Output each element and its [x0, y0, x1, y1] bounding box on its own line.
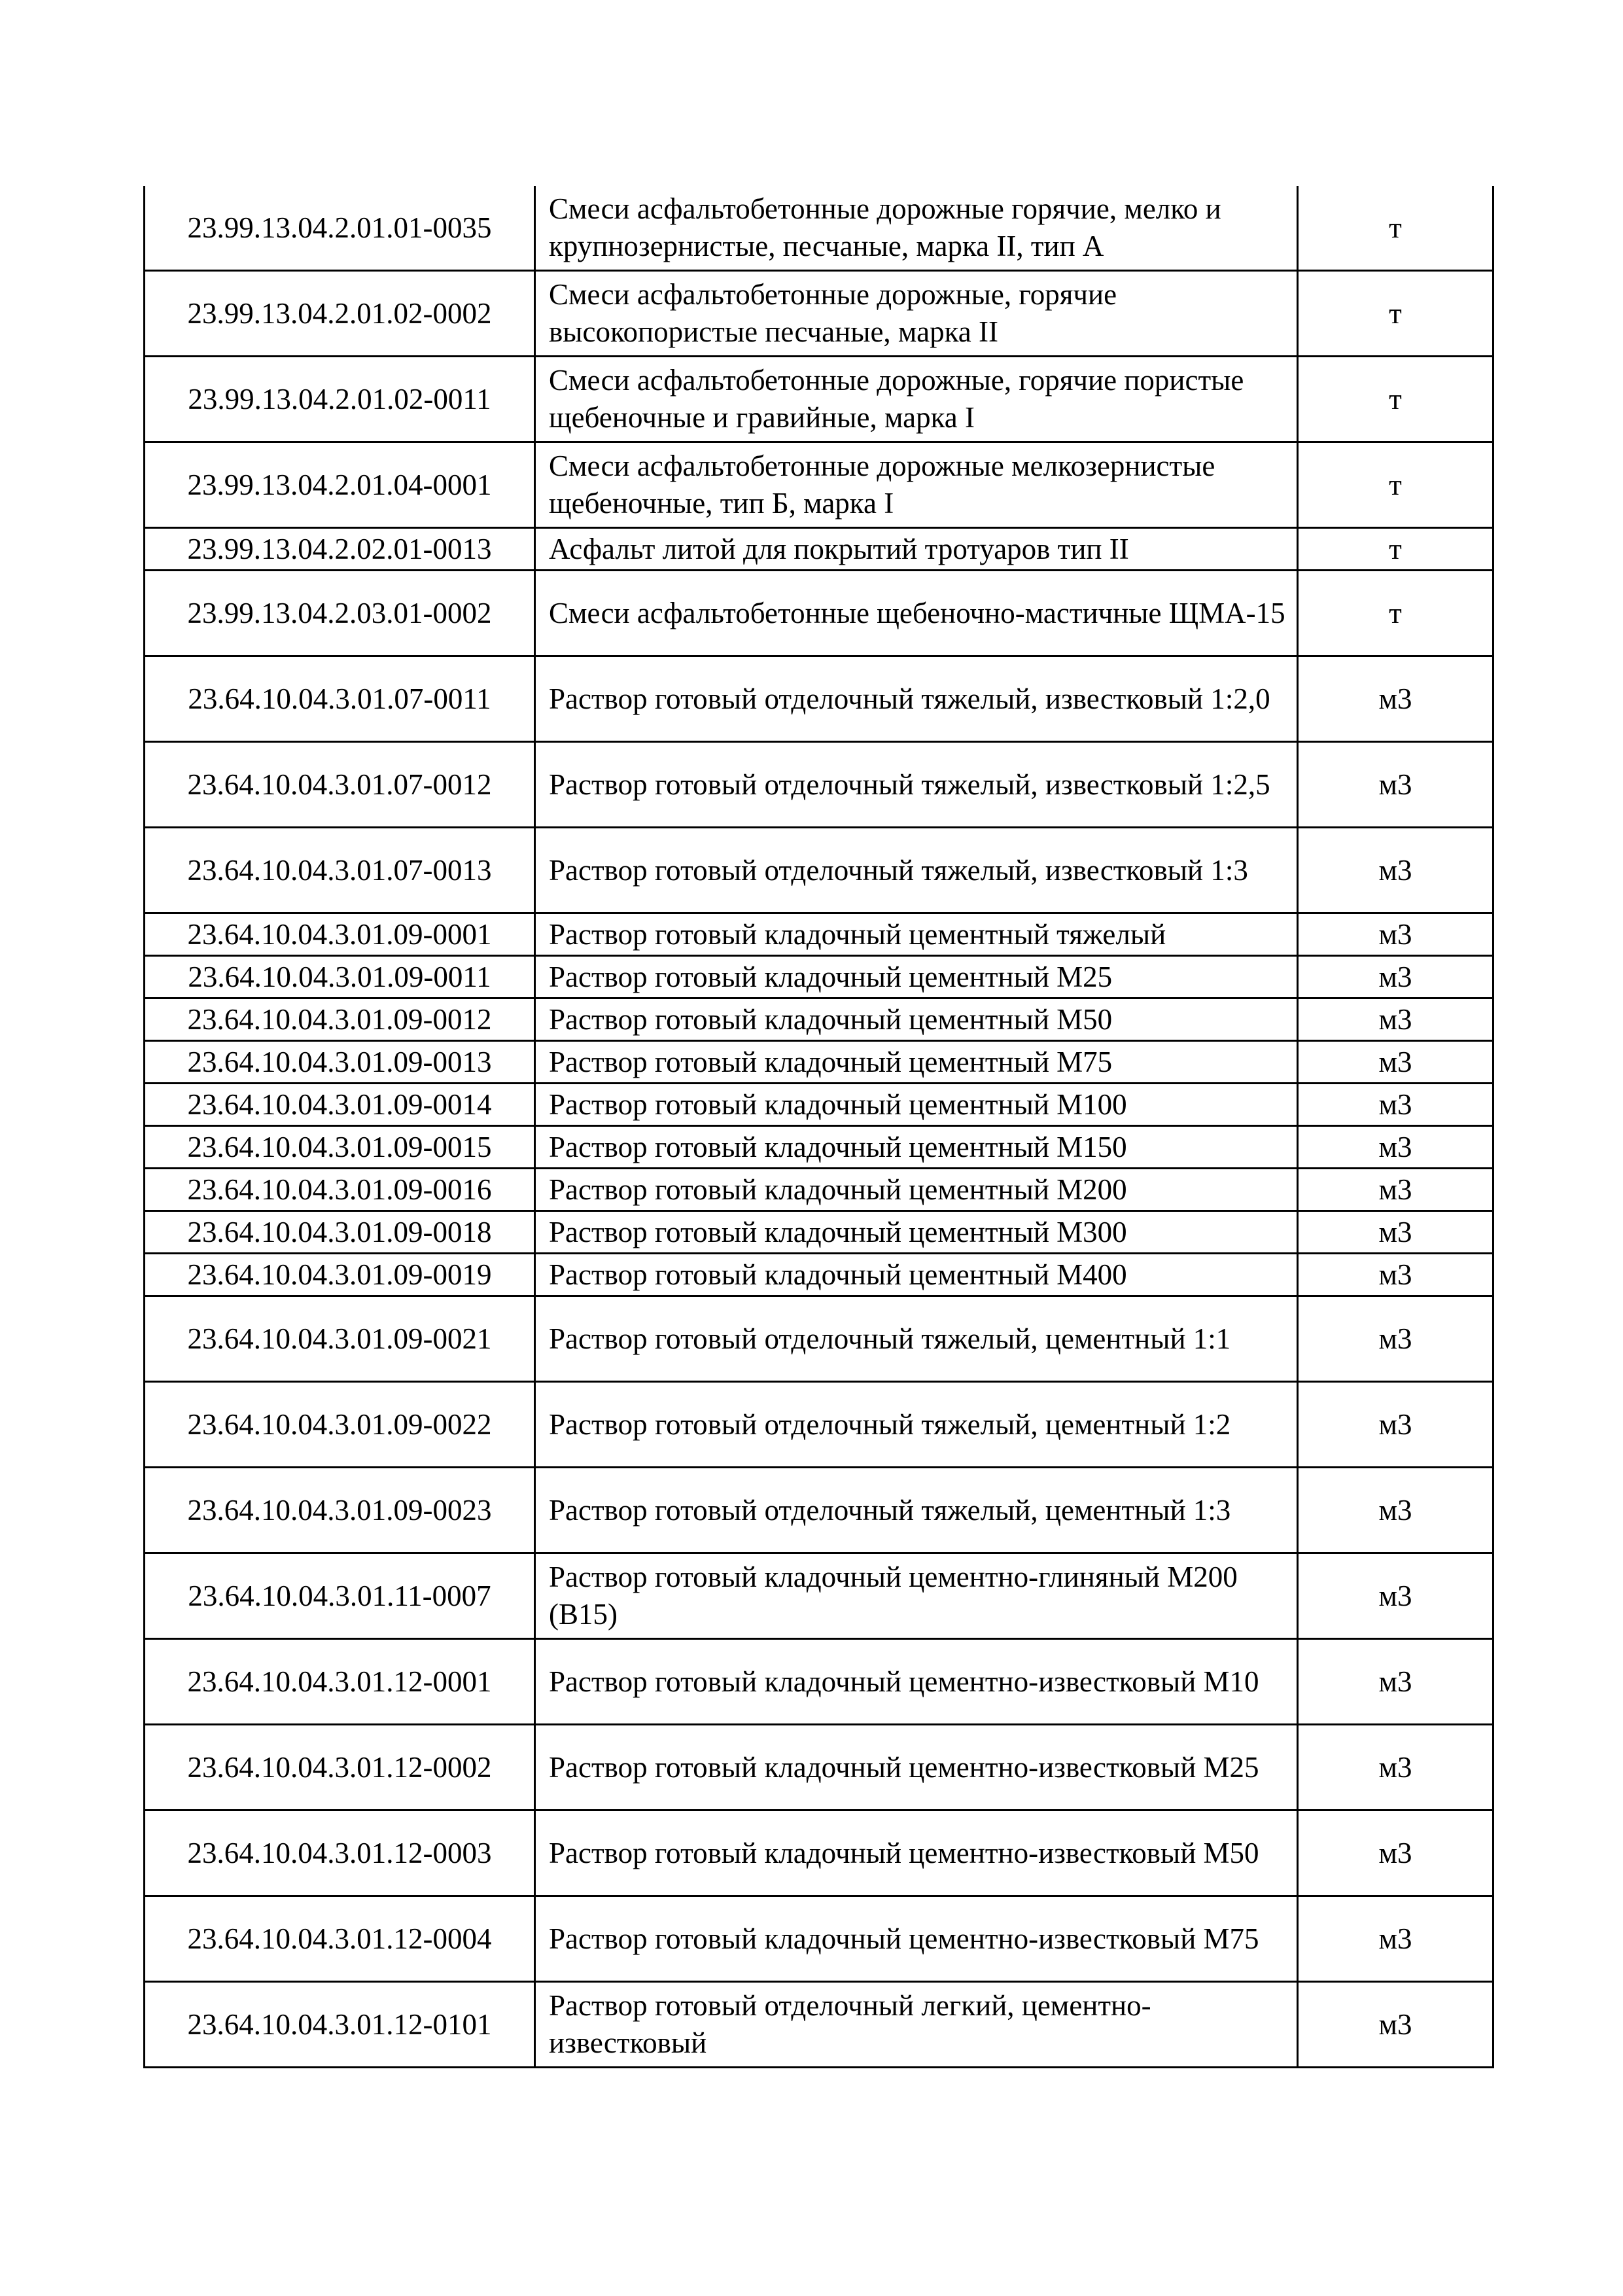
resource-code-cell: 23.99.13.04.2.01.04-0001 — [145, 442, 535, 528]
resource-name-cell: Раствор готовый кладочный цементно-известковый М25 — [535, 1725, 1298, 1810]
unit-cell: м3 — [1298, 1382, 1493, 1468]
unit-cell: м3 — [1298, 1296, 1493, 1382]
resource-code-cell: 23.99.13.04.2.02.01-0013 — [145, 528, 535, 571]
unit-cell: м3 — [1298, 1982, 1493, 2068]
unit-cell: м3 — [1298, 956, 1493, 998]
resource-code-cell: 23.64.10.04.3.01.09-0019 — [145, 1254, 535, 1296]
table-row — [145, 1639, 1493, 1725]
unit-cell: м3 — [1298, 828, 1493, 913]
table-row — [145, 1896, 1493, 1982]
materials-table — [143, 186, 1494, 2068]
resource-name-cell: Раствор готовый кладочный цементный М25 — [535, 956, 1298, 998]
table-row — [145, 442, 1493, 528]
resource-name-cell: Раствор готовый отделочный тяжелый, известковый 1:2,0 — [535, 656, 1298, 742]
resource-code-cell: 23.64.10.04.3.01.09-0015 — [145, 1126, 535, 1169]
table-row — [145, 1725, 1493, 1810]
table-row — [145, 571, 1493, 656]
resource-code-cell: 23.64.10.04.3.01.12-0002 — [145, 1725, 535, 1810]
unit-cell: м3 — [1298, 1639, 1493, 1725]
materials-table-body — [145, 186, 1493, 2068]
resource-name-cell: Раствор готовый кладочный цементный М300 — [535, 1211, 1298, 1254]
table-row — [145, 271, 1493, 357]
resource-name-cell: Раствор готовый кладочный цементно-известковый М75 — [535, 1896, 1298, 1982]
table-row — [145, 956, 1493, 998]
resource-name-cell: Раствор готовый кладочный цементно-известковый М50 — [535, 1810, 1298, 1896]
resource-code-cell: 23.99.13.04.2.01.02-0002 — [145, 271, 535, 357]
table-row — [145, 1084, 1493, 1126]
unit-cell: м3 — [1298, 656, 1493, 742]
resource-code-cell: 23.64.10.04.3.01.09-0012 — [145, 998, 535, 1041]
resource-name-cell: Раствор готовый кладочный цементный М150 — [535, 1126, 1298, 1169]
resource-name-cell: Смеси асфальтобетонные дорожные горячие, мелко и крупнозернистые, песчаные, марка II, тип А — [535, 186, 1298, 271]
resource-code-cell: 23.64.10.04.3.01.12-0004 — [145, 1896, 535, 1982]
resource-code-cell: 23.64.10.04.3.01.09-0022 — [145, 1382, 535, 1468]
resource-code-cell: 23.64.10.04.3.01.12-0001 — [145, 1639, 535, 1725]
table-row — [145, 1126, 1493, 1169]
resource-name-cell: Раствор готовый отделочный тяжелый, известковый 1:3 — [535, 828, 1298, 913]
unit-cell: м3 — [1298, 998, 1493, 1041]
table-row — [145, 742, 1493, 828]
unit-cell: м3 — [1298, 742, 1493, 828]
unit-cell: т — [1298, 186, 1493, 271]
resource-name-cell: Раствор готовый кладочный цементно-глиняный М200 (В15) — [535, 1553, 1298, 1639]
resource-name-cell: Раствор готовый отделочный тяжелый, известковый 1:2,5 — [535, 742, 1298, 828]
unit-cell: м3 — [1298, 1084, 1493, 1126]
unit-cell: м3 — [1298, 1041, 1493, 1084]
unit-cell: т — [1298, 357, 1493, 442]
resource-name-cell: Раствор готовый кладочный цементный М75 — [535, 1041, 1298, 1084]
resource-name-cell: Раствор готовый кладочный цементный М100 — [535, 1084, 1298, 1126]
unit-cell: м3 — [1298, 1468, 1493, 1553]
resource-name-cell: Раствор готовый кладочный цементный М400 — [535, 1254, 1298, 1296]
resource-code-cell: 23.64.10.04.3.01.12-0003 — [145, 1810, 535, 1896]
resource-code-cell: 23.99.13.04.2.01.01-0035 — [145, 186, 535, 271]
resource-name-cell: Смеси асфальтобетонные дорожные, горячие высокопористые песчаные, марка II — [535, 271, 1298, 357]
unit-cell: м3 — [1298, 1810, 1493, 1896]
resource-name-cell: Раствор готовый кладочный цементный М50 — [535, 998, 1298, 1041]
table-row — [145, 186, 1493, 271]
table-row — [145, 1254, 1493, 1296]
unit-cell: м3 — [1298, 1211, 1493, 1254]
resource-name-cell: Смеси асфальтобетонные дорожные, горячие пористые щебеночные и гравийные, марка I — [535, 357, 1298, 442]
table-row — [145, 1041, 1493, 1084]
resource-code-cell: 23.99.13.04.2.01.02-0011 — [145, 357, 535, 442]
resource-name-cell: Раствор готовый кладочный цементно-известковый М10 — [535, 1639, 1298, 1725]
unit-cell: т — [1298, 271, 1493, 357]
table-row — [145, 1169, 1493, 1211]
resource-code-cell: 23.64.10.04.3.01.11-0007 — [145, 1553, 535, 1639]
resource-name-cell: Раствор готовый отделочный тяжелый, цементный 1:1 — [535, 1296, 1298, 1382]
table-row — [145, 1468, 1493, 1553]
unit-cell: т — [1298, 442, 1493, 528]
table-row — [145, 913, 1493, 956]
table-row — [145, 1553, 1493, 1639]
resource-code-cell: 23.64.10.04.3.01.09-0013 — [145, 1041, 535, 1084]
resource-code-cell: 23.64.10.04.3.01.09-0014 — [145, 1084, 535, 1126]
unit-cell: т — [1298, 571, 1493, 656]
resource-name-cell: Раствор готовый отделочный легкий, цементно-известковый — [535, 1982, 1298, 2068]
resource-code-cell: 23.64.10.04.3.01.09-0018 — [145, 1211, 535, 1254]
unit-cell: м3 — [1298, 1169, 1493, 1211]
resource-code-cell: 23.64.10.04.3.01.09-0023 — [145, 1468, 535, 1553]
unit-cell: т — [1298, 528, 1493, 571]
table-row — [145, 1982, 1493, 2068]
table-row — [145, 357, 1493, 442]
unit-cell: м3 — [1298, 913, 1493, 956]
unit-cell: м3 — [1298, 1126, 1493, 1169]
resource-name-cell: Асфальт литой для покрытий тротуаров тип II — [535, 528, 1298, 571]
resource-name-cell: Раствор готовый отделочный тяжелый, цементный 1:3 — [535, 1468, 1298, 1553]
resource-code-cell: 23.64.10.04.3.01.07-0013 — [145, 828, 535, 913]
unit-cell: м3 — [1298, 1553, 1493, 1639]
table-row — [145, 1382, 1493, 1468]
resource-code-cell: 23.64.10.04.3.01.07-0011 — [145, 656, 535, 742]
table-row — [145, 1296, 1493, 1382]
resource-code-cell: 23.64.10.04.3.01.09-0001 — [145, 913, 535, 956]
resource-code-cell: 23.64.10.04.3.01.09-0021 — [145, 1296, 535, 1382]
unit-cell: м3 — [1298, 1725, 1493, 1810]
table-row — [145, 998, 1493, 1041]
table-row — [145, 1211, 1493, 1254]
resource-code-cell: 23.99.13.04.2.03.01-0002 — [145, 571, 535, 656]
resource-name-cell: Смеси асфальтобетонные дорожные мелкозернистые щебеночные, тип Б, марка I — [535, 442, 1298, 528]
table-row — [145, 528, 1493, 571]
table-row — [145, 656, 1493, 742]
resource-name-cell: Раствор готовый кладочный цементный М200 — [535, 1169, 1298, 1211]
resource-code-cell: 23.64.10.04.3.01.09-0011 — [145, 956, 535, 998]
unit-cell: м3 — [1298, 1254, 1493, 1296]
resource-code-cell: 23.64.10.04.3.01.09-0016 — [145, 1169, 535, 1211]
table-row — [145, 828, 1493, 913]
table-row — [145, 1810, 1493, 1896]
resource-name-cell: Смеси асфальтобетонные щебеночно-мастичные ЩМА-15 — [535, 571, 1298, 656]
resource-name-cell: Раствор готовый отделочный тяжелый, цементный 1:2 — [535, 1382, 1298, 1468]
unit-cell: м3 — [1298, 1896, 1493, 1982]
resource-code-cell: 23.64.10.04.3.01.07-0012 — [145, 742, 535, 828]
resource-code-cell: 23.64.10.04.3.01.12-0101 — [145, 1982, 535, 2068]
resource-name-cell: Раствор готовый кладочный цементный тяжелый — [535, 913, 1298, 956]
